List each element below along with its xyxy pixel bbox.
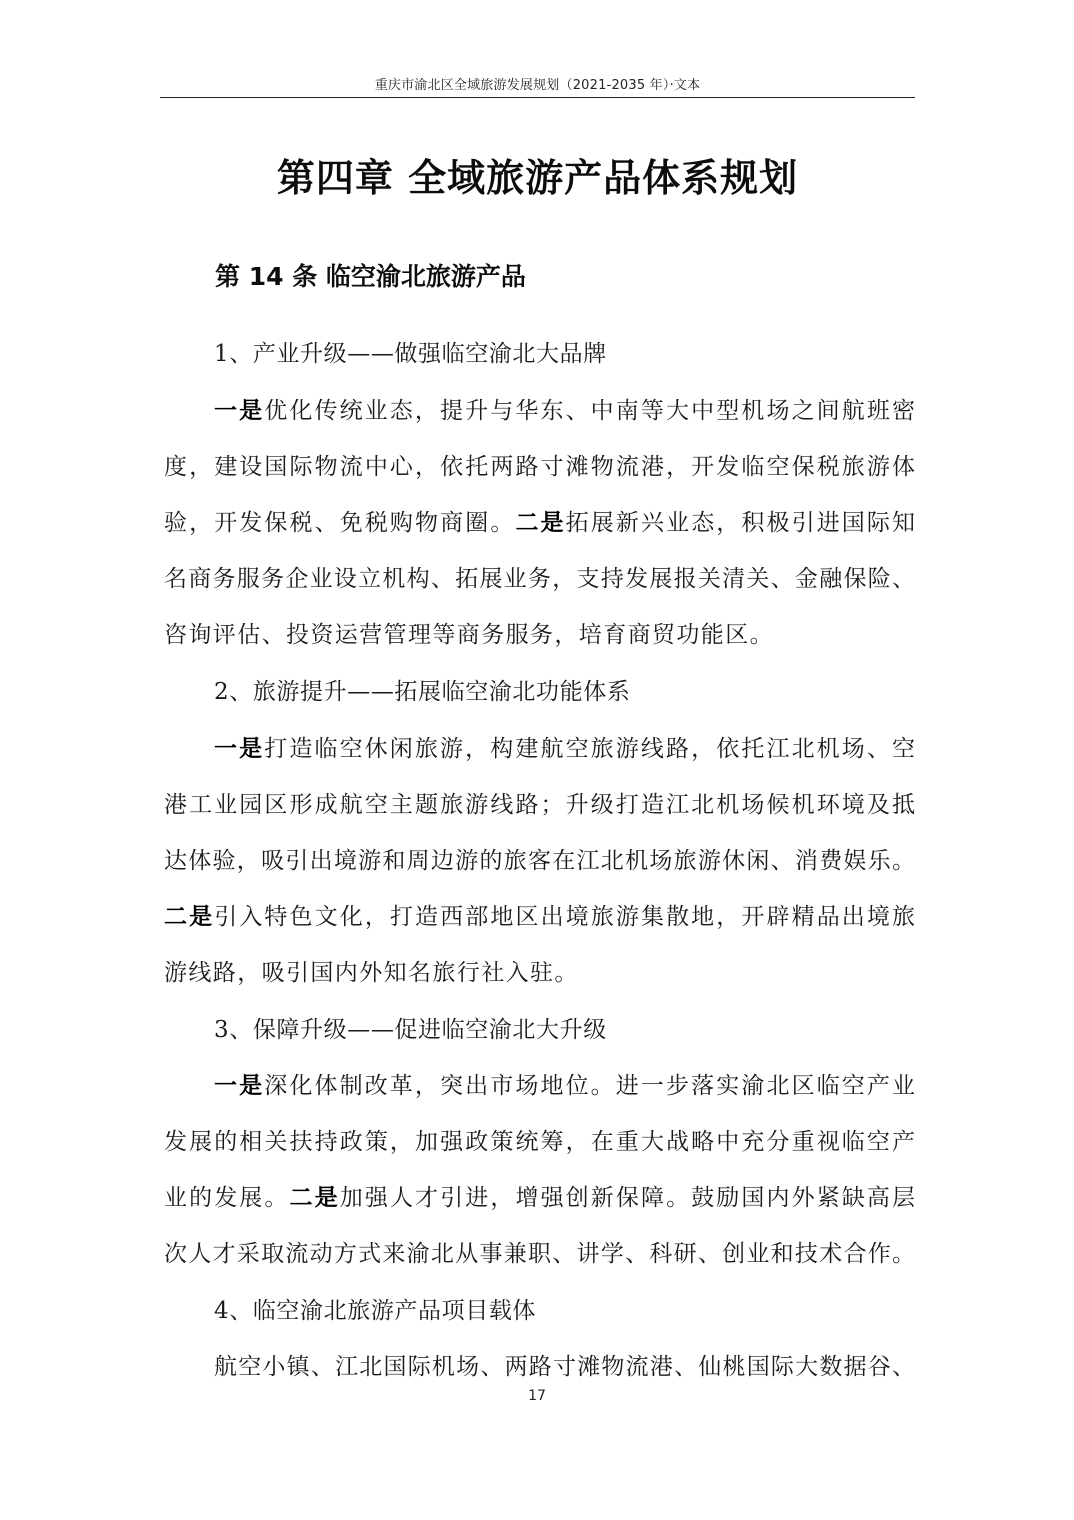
paragraph-line: 业的发展。二是加强人才引进，增强创新保障。鼓励国内外紧缺高层 <box>164 1184 916 1211</box>
paragraph-line: 度，建设国际物流中心，依托两路寸滩物流港，开发临空保税旅游体 <box>164 454 915 480</box>
paragraph-line: 咨询评估、投资运营管理等商务服务，培育商贸功能区。 <box>164 622 774 648</box>
article-title: 第 14 条 临空渝北旅游产品 <box>215 262 526 291</box>
paragraph-line: 发展的相关扶持政策，加强政策统筹，在重大战略中充分重视临空产 <box>164 1129 915 1155</box>
emphasis-second: 二是 <box>289 1184 340 1211</box>
paragraph-line: 名商务服务企业设立机构、拓展业务，支持发展报关清关、金融保险、 <box>164 566 915 592</box>
section-heading-4: 4、临空渝北旅游产品项目载体 <box>214 1298 537 1324</box>
paragraph-line: 航空小镇、江北国际机场、两路寸滩物流港、仙桃国际大数据谷、 <box>214 1354 915 1380</box>
paragraph-line: 达体验，吸引出境游和周边游的旅客在江北机场旅游休闲、消费娱乐。 <box>164 848 915 874</box>
header-divider <box>160 97 915 98</box>
emphasis-first: 一是 <box>214 1072 265 1099</box>
paragraph-line: 港工业园区形成航空主题旅游线路；升级打造江北机场候机环境及抵 <box>164 792 915 818</box>
page-number: 17 <box>528 1388 546 1404</box>
section-heading-3: 3、保障升级——促进临空渝北大升级 <box>214 1017 607 1043</box>
emphasis-second: 二是 <box>164 903 215 930</box>
section-heading-2: 2、旅游提升——拓展临空渝北功能体系 <box>214 679 631 705</box>
emphasis-first: 一是 <box>214 397 265 424</box>
paragraph-line: 游线路，吸引国内外知名旅行社入驻。 <box>164 960 579 986</box>
running-header: 重庆市渝北区全域旅游发展规划（2021-2035 年）·文本 <box>374 78 701 93</box>
emphasis-first: 一是 <box>214 735 265 762</box>
paragraph-line: 次人才采取流动方式来渝北从事兼职、讲学、科研、创业和技术合作。 <box>164 1241 915 1267</box>
paragraph-line: 验，开发保税、免税购物商圈。二是拓展新兴业态，积极引进国际知 <box>164 509 916 536</box>
paragraph-line: 一是深化体制改革，突出市场地位。进一步落实渝北区临空产业 <box>214 1072 916 1099</box>
paragraph-line: 一是优化传统业态，提升与华东、中南等大中型机场之间航班密 <box>214 397 916 424</box>
paragraph-line: 二是引入特色文化，打造西部地区出境旅游集散地，开辟精品出境旅 <box>164 903 916 930</box>
section-heading-1: 1、产业升级——做强临空渝北大品牌 <box>214 341 607 367</box>
emphasis-second: 二是 <box>515 509 566 536</box>
chapter-title: 第四章 全域旅游产品体系规划 <box>276 156 799 200</box>
paragraph-line: 一是打造临空休闲旅游，构建航空旅游线路，依托江北机场、空 <box>214 735 916 762</box>
